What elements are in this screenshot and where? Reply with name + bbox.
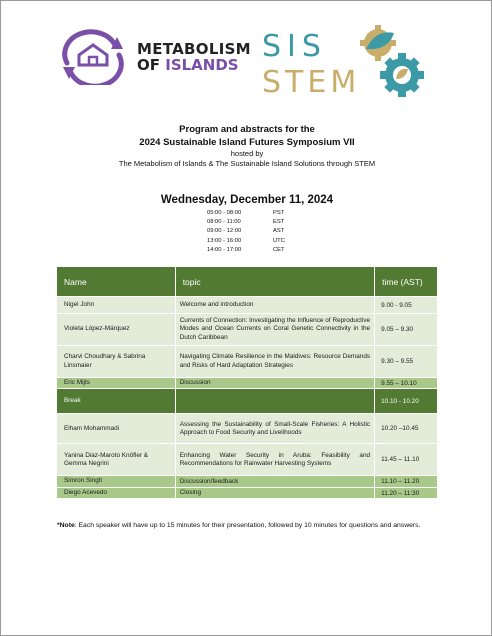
- talk-time: 9.55 – 10.10: [375, 378, 438, 389]
- gear-leaf-icon: [340, 23, 432, 109]
- column-header-time: time (AST): [375, 267, 438, 297]
- table-row: [57, 314, 438, 346]
- talk-topic: Currents of Connection: Investigating the Influence of Reproductive Modes and Ocean Currents on Coral Genetic Connectivity in the Dutch Caribbean: [175, 314, 374, 346]
- speaker-note: [57, 521, 441, 531]
- table-row: [57, 346, 438, 378]
- table-row: [57, 487, 438, 498]
- talk-topic: [175, 389, 374, 414]
- table-row: [57, 378, 438, 389]
- schedule-table: [56, 266, 438, 499]
- time-zone: EST: [273, 219, 285, 226]
- time-range: 08:00 - 11:00: [207, 219, 241, 226]
- talk-time: 11.45 – 11.10: [375, 444, 438, 476]
- logo-line-of-islands: [137, 57, 251, 73]
- talk-topic: Discussion/feedback: [175, 476, 374, 487]
- note-text: : Each speaker will have up to 15 minutes for their presentation, followed by 10 minutes for questions and answers.: [74, 522, 421, 529]
- speaker-name: Nigel John: [57, 297, 176, 314]
- time-range: 13:00 - 16:00: [207, 237, 242, 244]
- talk-topic: Assessing the Sustainability of Small-Scale Fisheries: A Holistic Approach to Food Security and Livelihoods: [175, 414, 374, 444]
- talk-topic: Enhancing Water Security in Aruba: Feasibility and Recommendations for Rainwater Harvesting Systems: [175, 444, 374, 476]
- timezone-list: [207, 209, 327, 255]
- logo-word-sis: SIS: [262, 29, 327, 64]
- house-cycle-icon: [57, 29, 129, 85]
- note-label: *Note: [57, 522, 75, 529]
- time-range: 09:00 - 12:00: [207, 228, 242, 235]
- logo-banner: [57, 23, 437, 109]
- logo-line-metabolism: METABOLISM: [137, 40, 251, 58]
- hosts-text: The Metabolism of Islands & The Sustainable Island Solutions through STEM: [118, 159, 376, 168]
- event-date: Wednesday, December 11, 2024: [160, 194, 334, 206]
- break-label: Break: [57, 389, 176, 414]
- table-row: [57, 414, 438, 444]
- talk-topic: Closing: [175, 487, 374, 498]
- time-range: 14:00 - 17:00: [207, 246, 242, 253]
- time-zone: PST: [273, 210, 285, 216]
- timezone-row: [207, 246, 327, 255]
- sis-stem-logo: [262, 23, 432, 109]
- timezone-row: [207, 218, 327, 227]
- talk-topic: Discussion: [175, 378, 374, 389]
- talk-time: 9.00 - 9.05: [375, 297, 438, 314]
- column-header-topic: topic: [175, 267, 374, 297]
- logo-word-stem: STEM: [262, 65, 361, 100]
- timezone-row: [207, 237, 327, 246]
- program-title-line2: 2024 Sustainable Island Futures Symposium VII: [139, 137, 355, 148]
- timezone-row: [207, 209, 327, 218]
- time-zone: AST: [273, 228, 285, 235]
- speaker-name: Elham Mohammadi: [57, 414, 176, 444]
- table-row: [57, 444, 438, 476]
- break-row: [57, 389, 438, 414]
- talk-time: 11.10 – 11.20: [375, 476, 438, 487]
- talk-topic: Welcome and introduction: [175, 297, 374, 314]
- talk-time: 10.10 - 10.20: [375, 389, 438, 414]
- speaker-name: Simron Singh: [57, 476, 176, 487]
- talk-time: 9.05 – 9.30: [375, 314, 438, 346]
- speaker-name: Charvi Choudhary & Sabrina Linsmaier: [57, 346, 176, 378]
- hosted-by-label: hosted by: [230, 149, 264, 158]
- table-row: [57, 297, 438, 314]
- speaker-name: Violeta López-Márquez: [57, 314, 176, 346]
- time-zone: UTC: [273, 237, 285, 244]
- timezone-row: [207, 227, 327, 236]
- program-title-block: [1, 123, 492, 169]
- talk-topic: Navigating Climate Resilience in the Maldives: Resource Demands and Risks of Hard Adaptation Strategies: [175, 346, 374, 378]
- speaker-name: Yanina Diaz-Maroto Knöfler & Gemma Negrini: [57, 444, 176, 476]
- table-row: [57, 476, 438, 487]
- talk-time: 10.20 –10.45: [375, 414, 438, 444]
- program-title-line1: Program and abstracts for the: [179, 124, 315, 135]
- metabolism-of-islands-logo: [57, 27, 277, 87]
- logo-word-islands: ISLANDS: [165, 56, 239, 74]
- metabolism-of-islands-wordmark: [137, 41, 251, 73]
- time-zone: CET: [273, 246, 285, 253]
- column-header-name: Name: [57, 267, 176, 297]
- speaker-name: Diego Acevedo: [57, 487, 176, 498]
- time-range: 05:00 - 08:00: [207, 210, 242, 216]
- talk-time: 9.30 – 9.55: [375, 346, 438, 378]
- talk-time: 11.20 – 11:30: [375, 487, 438, 498]
- schedule-header-row: [57, 267, 438, 297]
- logo-word-of: OF: [137, 56, 160, 74]
- speaker-name: Eric Mijts: [57, 378, 176, 389]
